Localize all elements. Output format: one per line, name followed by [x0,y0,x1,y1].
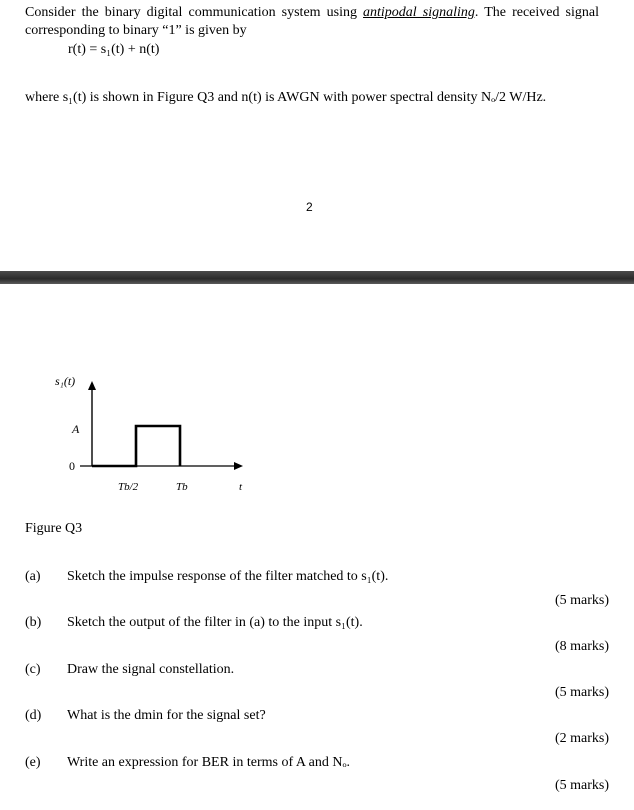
received-signal-equation: r(t) = s₁(t) + n(t) [68,42,160,57]
page-number: 2 [306,200,313,214]
question-d-label: (d) [25,708,42,723]
question-e-label: (e) [25,755,41,770]
question-b-text: Sketch the output of the filter in (a) to the input s₁(t). [67,615,363,630]
question-b-label: (b) [25,615,42,630]
question-d-text: What is the dmin for the signal set? [67,708,266,723]
tick-full-label: Tb [176,481,188,493]
y-axis-label: s₁(t) [55,374,76,388]
question-c-label: (c) [25,662,41,677]
zero-label: 0 [69,459,75,473]
intro-text-b: . The received signal corresponding to binary “1” is given by [25,5,599,38]
tick-half-label: Tb/2 [118,481,139,493]
question-d-marks: (2 marks) [554,731,609,746]
intro-text-a: Consider the binary digital communication system using [25,5,364,20]
question-e-text: Write an expression for BER in terms of A and Nₒ. [67,755,351,770]
figure-caption: Figure Q3 [25,521,83,536]
question-a-label: (a) [25,569,41,584]
intro-paragraph [25,4,599,40]
where-line: where s₁(t) is shown in Figure Q3 and n(t) is AWGN with power spectral density Nₒ/2 W/Hz. [25,90,547,105]
antipodal-signaling-emphasis: antipodal signaling [363,5,475,20]
x-axis-arrow [234,462,243,470]
page-separator-band [0,271,634,284]
amplitude-label: A [72,422,80,436]
y-axis-arrow [88,381,96,390]
figure-q3-plot [40,370,260,510]
question-e-marks: (5 marks) [554,778,609,793]
question-c-text: Draw the signal constellation. [67,662,235,677]
x-axis-label: t [239,481,243,493]
question-a-text: Sketch the impulse response of the filter matched to s₁(t). [67,569,389,584]
pulse-signal [92,426,180,466]
question-a-marks: (5 marks) [554,593,609,608]
question-c-marks: (5 marks) [554,685,609,700]
question-b-marks: (8 marks) [554,639,609,654]
